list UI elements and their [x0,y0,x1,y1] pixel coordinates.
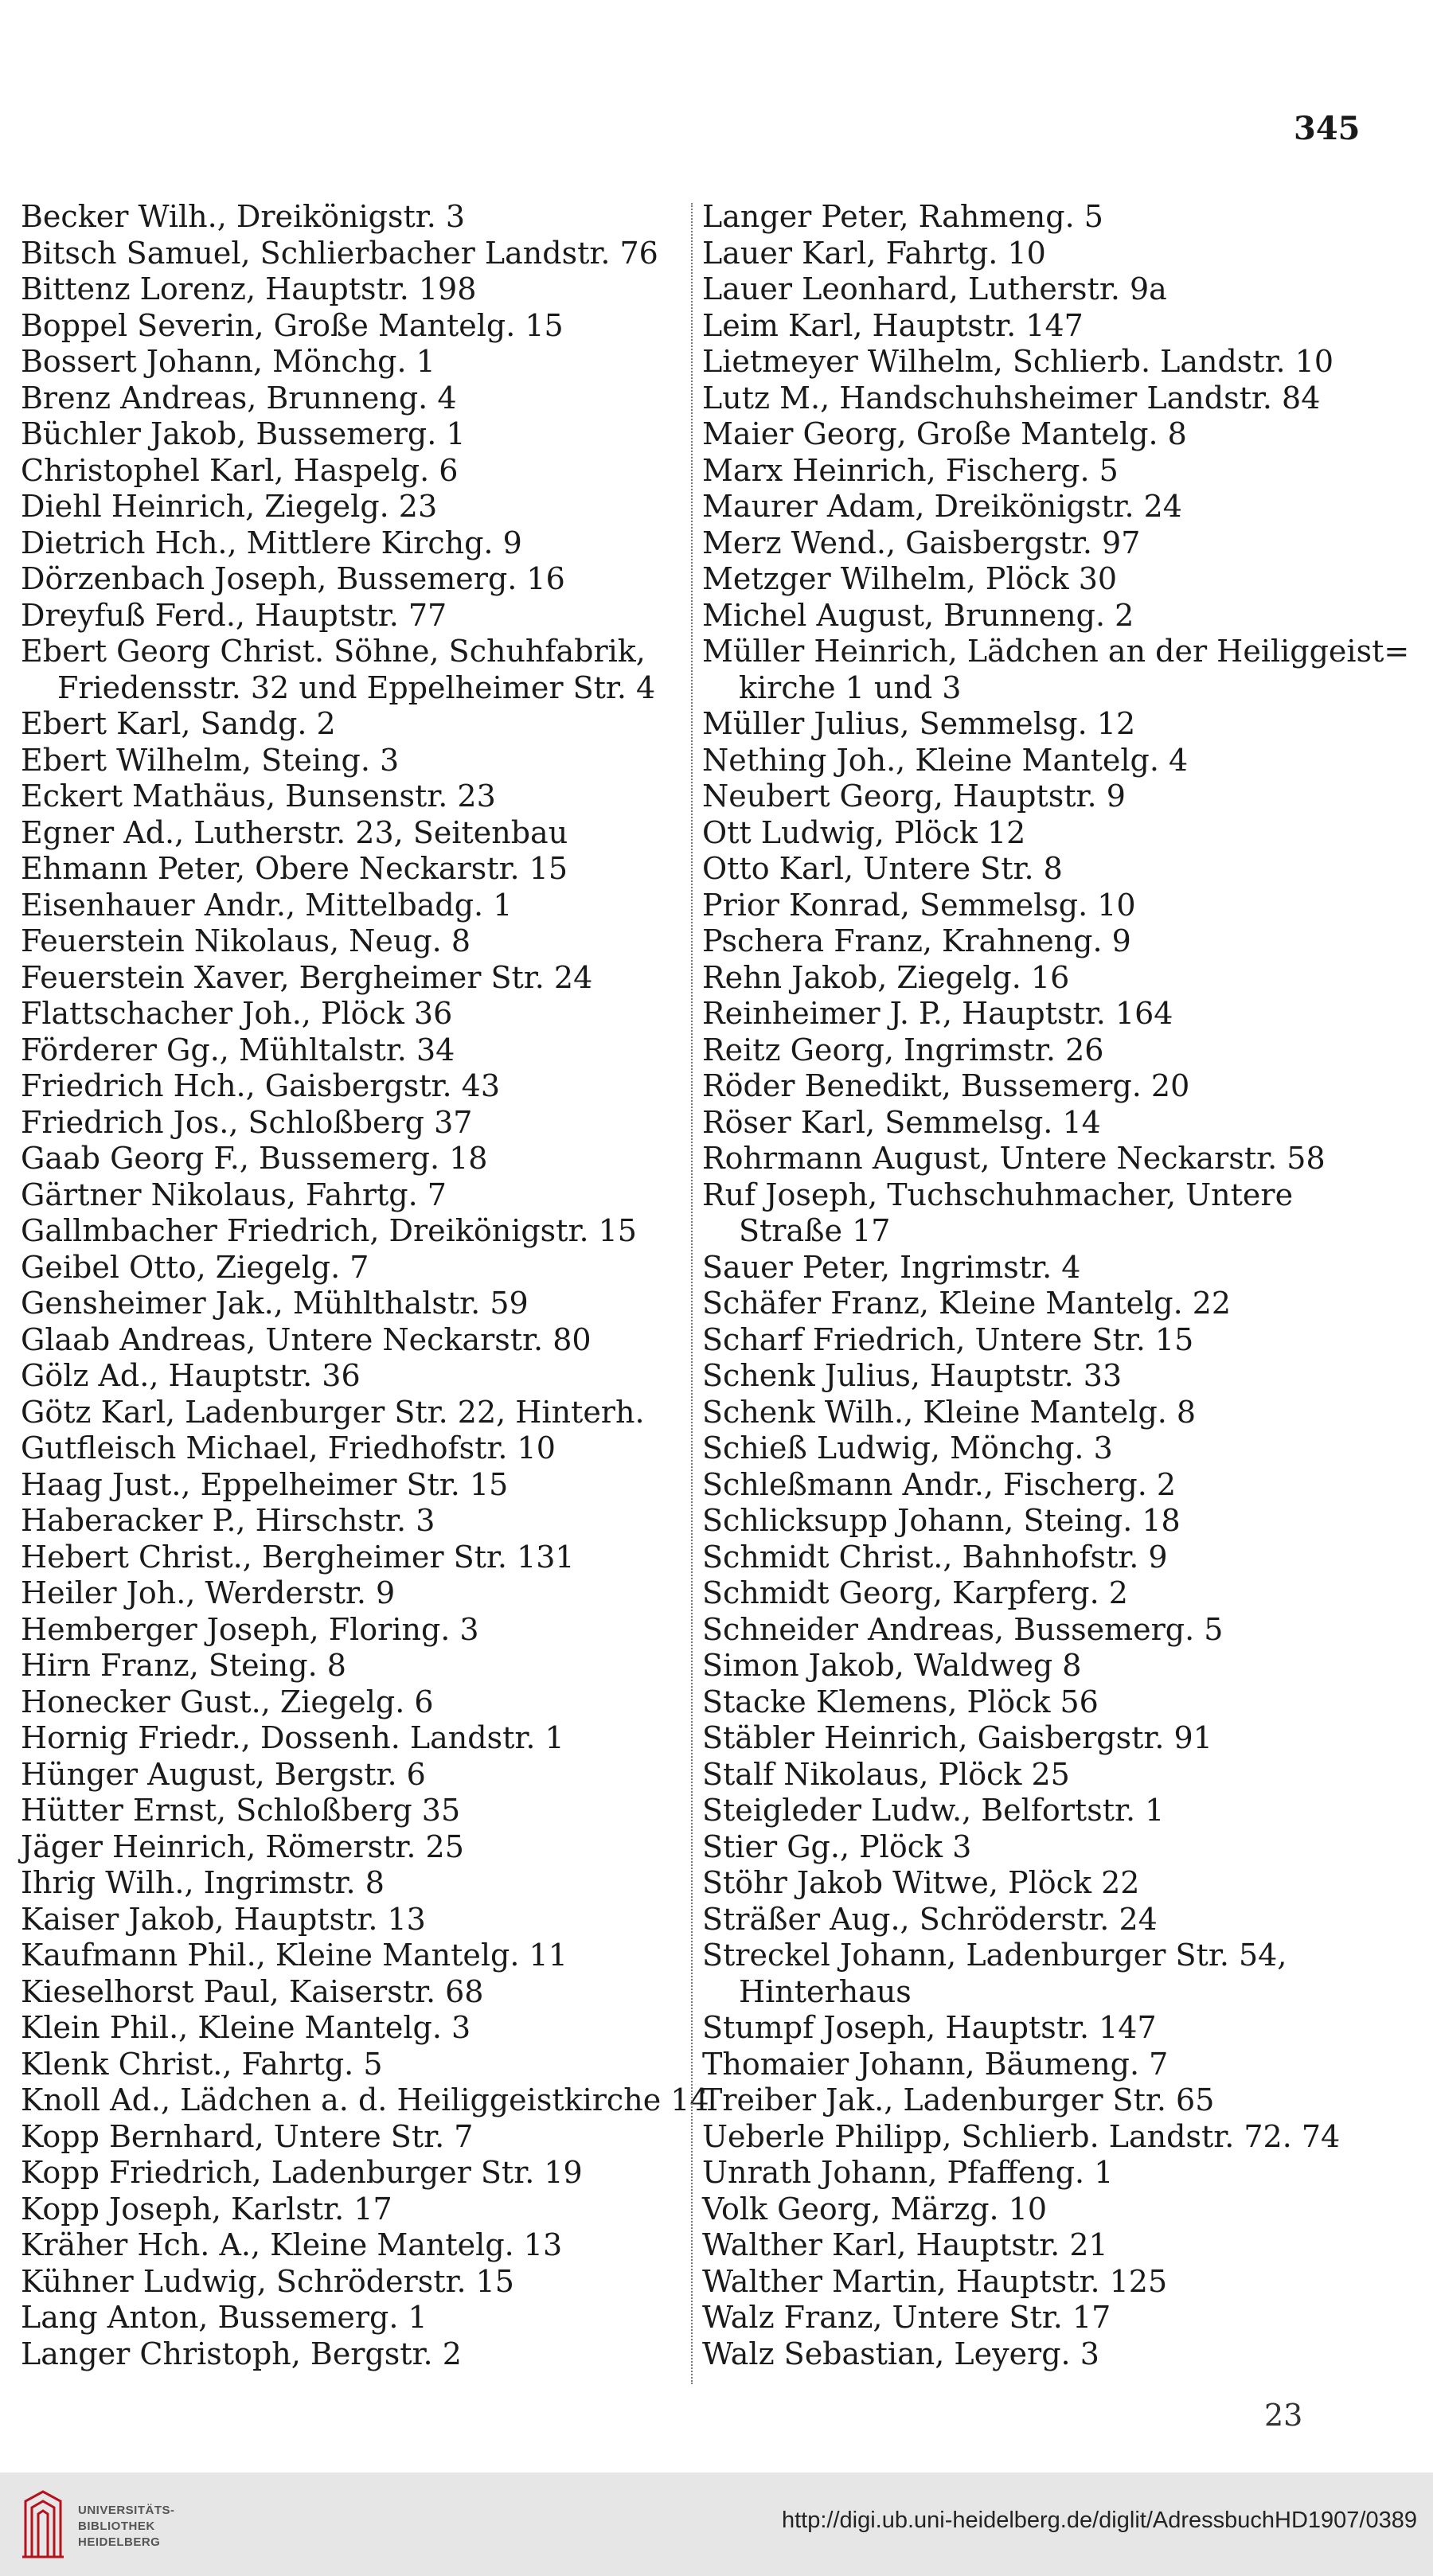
list-item: Schenk Julius, Hauptstr. 33 [702,1358,1123,1393]
list-item: Kaiser Jakob, Hauptstr. 13 [21,1901,426,1937]
list-item: Müller Julius, Semmelsg. 12 [702,706,1136,741]
list-item: Gallmbacher Friedrich, Dreikönigstr. 15 [21,1213,637,1248]
list-item: Schneider Andreas, Bussemerg. 5 [702,1611,1224,1647]
list-item: Walther Karl, Hauptstr. 21 [702,2227,1108,2262]
list-item: Gensheimer Jak., Mühlthalstr. 59 [21,1286,529,1321]
list-item-continuation: Friedensstr. 32 und Eppelheimer Str. 4 [57,669,656,705]
list-item: Lauer Leonhard, Lutherstr. 9a [702,271,1167,306]
list-item: Brenz Andreas, Brunneng. 4 [21,380,457,416]
list-item: Metzger Wilhelm, Plöck 30 [702,561,1118,596]
list-item: Marx Heinrich, Fischerg. 5 [702,452,1119,488]
right-column [702,199,1410,2372]
list-item: Maurer Adam, Dreikönigstr. 24 [702,489,1182,524]
list-item: Kühner Ludwig, Schröderstr. 15 [21,2263,514,2299]
list-item: Bittenz Lorenz, Hauptstr. 198 [21,271,477,306]
list-item: Knoll Ad., Lädchen a. d. Heiliggeistkirche 14 [21,2082,709,2117]
list-item: Sträßer Aug., Schröderstr. 24 [702,1901,1158,1937]
list-item: Friedrich Hch., Gaisbergstr. 43 [21,1068,501,1103]
list-item: Hornig Friedr., Dossenh. Landstr. 1 [21,1720,564,1755]
list-item: Lauer Karl, Fahrtg. 10 [702,235,1046,271]
list-item: Flattschacher Joh., Plöck 36 [21,996,453,1031]
list-item: Röder Benedikt, Bussemerg. 20 [702,1068,1190,1103]
list-item: Ebert Karl, Sandg. 2 [21,706,336,741]
list-item: Feuerstein Nikolaus, Neug. 8 [21,923,471,958]
list-item: Dreyfuß Ferd., Hauptstr. 77 [21,597,447,633]
list-item: Klenk Christ., Fahrtg. 5 [21,2046,383,2082]
list-item: Klein Phil., Kleine Mantelg. 3 [21,2010,471,2045]
list-item: Lang Anton, Bussemerg. 1 [21,2300,428,2335]
list-item: Walz Sebastian, Leyerg. 3 [702,2336,1099,2371]
list-item-continuation: Straße 17 [739,1213,891,1248]
list-item: Stacke Klemens, Plöck 56 [702,1684,1099,1719]
list-item: Müller Heinrich, Lädchen an der Heiliggeist= [702,634,1410,669]
list-item: Boppel Severin, Große Mantelg. 15 [21,307,564,343]
list-item: Hünger August, Bergstr. 6 [21,1756,426,1792]
list-item: Egner Ad., Lutherstr. 23, Seitenbau [21,814,568,850]
list-item: Leim Karl, Hauptstr. 147 [702,307,1084,343]
list-item: Hütter Ernst, Schloßberg 35 [21,1793,461,1828]
list-item: Ebert Georg Christ. Söhne, Schuhfabrik, [21,634,646,669]
list-item: Walther Martin, Hauptstr. 125 [702,2263,1168,2299]
list-item: Volk Georg, Märzg. 10 [702,2191,1048,2227]
list-item: Gutfleisch Michael, Friedhofstr. 10 [21,1430,556,1466]
list-item: Ott Ludwig, Plöck 12 [702,814,1026,850]
library-name [78,2503,175,2551]
column-divider [691,203,693,2384]
list-item: Langer Christoph, Bergstr. 2 [21,2336,462,2371]
list-item: Schäfer Franz, Kleine Mantelg. 22 [702,1286,1232,1321]
list-item: Rohrmann August, Untere Neckarstr. 58 [702,1141,1326,1176]
list-item: Lutz M., Handschuhsheimer Landstr. 84 [702,380,1321,416]
list-item: Hebert Christ., Bergheimer Str. 131 [21,1539,575,1575]
list-item: Eckert Mathäus, Bunsenstr. 23 [21,779,496,814]
list-item: Schieß Ludwig, Mönchg. 3 [702,1430,1113,1466]
list-item: Honecker Gust., Ziegelg. 6 [21,1684,434,1719]
list-item: Steigleder Ludw., Belfortstr. 1 [702,1793,1165,1828]
list-item: Lietmeyer Wilhelm, Schlierb. Landstr. 10 [702,344,1334,379]
list-item: Kräher Hch. A., Kleine Mantelg. 13 [21,2227,563,2262]
list-item: Götz Karl, Ladenburger Str. 22, Hinterh. [21,1394,645,1430]
list-item-continuation: Hinterhaus [739,1973,912,2009]
list-item: Stalf Nikolaus, Plöck 25 [702,1756,1070,1792]
list-item: Merz Wend., Gaisbergstr. 97 [702,525,1141,560]
library-name-line: UNIVERSITÄTS- [78,2504,175,2517]
list-item: Friedrich Jos., Schloßberg 37 [21,1104,473,1140]
list-item: Stäbler Heinrich, Gaisbergstr. 91 [702,1720,1212,1755]
list-item: Otto Karl, Untere Str. 8 [702,851,1063,886]
list-item: Ihrig Wilh., Ingrimstr. 8 [21,1865,385,1900]
list-item: Dietrich Hch., Mittlere Kirchg. 9 [21,525,522,560]
list-item: Kopp Bernhard, Untere Str. 7 [21,2118,474,2154]
list-item: Neubert Georg, Hauptstr. 9 [702,779,1126,814]
left-column [21,199,709,2372]
list-item: Büchler Jakob, Bussemerg. 1 [21,416,466,451]
list-item: Haag Just., Eppelheimer Str. 15 [21,1466,509,1502]
list-item: Ruf Joseph, Tuchschuhmacher, Untere [702,1177,1294,1212]
list-item: Kaufmann Phil., Kleine Mantelg. 11 [21,1938,568,1973]
list-item: Walz Franz, Untere Str. 17 [702,2300,1111,2335]
list-item: Gaab Georg F., Bussemerg. 18 [21,1141,488,1176]
list-item: Schlicksupp Johann, Steing. 18 [702,1503,1181,1538]
page-number: 345 [1294,110,1361,147]
list-item: Stöhr Jakob Witwe, Plöck 22 [702,1865,1140,1900]
list-item: Jäger Heinrich, Römerstr. 25 [21,1829,464,1864]
list-item: Kopp Friedrich, Ladenburger Str. 19 [21,2155,583,2190]
list-item: Simon Jakob, Waldweg 8 [702,1648,1082,1683]
list-item: Hemberger Joseph, Floring. 3 [21,1611,479,1647]
list-item: Stier Gg., Plöck 3 [702,1829,972,1864]
list-item: Thomaier Johann, Bäumeng. 7 [702,2046,1169,2082]
list-item: Michel August, Brunneng. 2 [702,597,1134,633]
list-item: Ueberle Philipp, Schlierb. Landstr. 72. 74 [702,2118,1341,2154]
library-name-line: HEIDELBERG [78,2535,161,2549]
list-item: Heiler Joh., Werderstr. 9 [21,1575,396,1610]
list-item: Bitsch Samuel, Schlierbacher Landstr. 76 [21,235,658,271]
sheet-signature: 23 [1264,2398,1303,2433]
list-item: Reitz Georg, Ingrimstr. 26 [702,1032,1104,1067]
list-item: Schmidt Christ., Bahnhofstr. 9 [702,1539,1168,1575]
list-item: Schleßmann Andr., Fischerg. 2 [702,1466,1177,1502]
list-item: Feuerstein Xaver, Bergheimer Str. 24 [21,959,593,995]
list-item: Gärtner Nikolaus, Fahrtg. 7 [21,1177,447,1212]
list-item: Schmidt Georg, Karpferg. 2 [702,1575,1128,1610]
list-item: Bossert Johann, Mönchg. 1 [21,344,435,379]
list-item: Haberacker P., Hirschstr. 3 [21,1503,435,1538]
list-item: Nething Joh., Kleine Mantelg. 4 [702,742,1189,778]
list-item: Ebert Wilhelm, Steing. 3 [21,742,400,778]
list-item: Gölz Ad., Hauptstr. 36 [21,1358,361,1393]
list-item: Unrath Johann, Pfaffeng. 1 [702,2155,1114,2190]
source-url-link[interactable]: http://digi.ub.uni-heidelberg.de/diglit/AdressbuchHD1907/0389 [781,2508,1417,2533]
list-item: Kieselhorst Paul, Kaiserstr. 68 [21,1973,484,2009]
list-item: Hirn Franz, Steing. 8 [21,1648,346,1683]
list-item: Reinheimer J. P., Hauptstr. 164 [702,996,1173,1031]
list-item: Pschera Franz, Krahneng. 9 [702,923,1131,958]
list-item: Prior Konrad, Semmelsg. 10 [702,887,1136,923]
list-item: Maier Georg, Große Mantelg. 8 [702,416,1187,451]
list-item: Eisenhauer Andr., Mittelbadg. 1 [21,887,513,923]
list-item: Ehmann Peter, Obere Neckarstr. 15 [21,851,568,886]
list-item: Treiber Jak., Ladenburger Str. 65 [702,2082,1215,2117]
list-item: Glaab Andreas, Untere Neckarstr. 80 [21,1321,592,1357]
list-item: Scharf Friedrich, Untere Str. 15 [702,1321,1194,1357]
library-name-line: BIBLIOTHEK [78,2519,155,2533]
list-item-continuation: kirche 1 und 3 [739,669,962,705]
list-item: Kopp Joseph, Karlstr. 17 [21,2191,392,2227]
list-item: Geibel Otto, Ziegelg. 7 [21,1249,369,1285]
list-item: Dörzenbach Joseph, Bussemerg. 16 [21,561,565,596]
list-item: Streckel Johann, Ladenburger Str. 54, [702,1938,1287,1973]
list-item: Langer Peter, Rahmeng. 5 [702,199,1103,234]
digitization-footer [0,2473,1433,2576]
list-item: Christophel Karl, Haspelg. 6 [21,452,459,488]
list-item: Schenk Wilh., Kleine Mantelg. 8 [702,1394,1197,1430]
list-item: Röser Karl, Semmelsg. 14 [702,1104,1101,1140]
library-logo-icon [19,2485,67,2563]
list-item: Sauer Peter, Ingrimstr. 4 [702,1249,1081,1285]
list-item: Stumpf Joseph, Hauptstr. 147 [702,2010,1157,2045]
list-item: Rehn Jakob, Ziegelg. 16 [702,959,1070,995]
list-item: Becker Wilh., Dreikönigstr. 3 [21,199,466,234]
list-item: Förderer Gg., Mühltalstr. 34 [21,1032,455,1067]
list-item: Diehl Heinrich, Ziegelg. 23 [21,489,438,524]
